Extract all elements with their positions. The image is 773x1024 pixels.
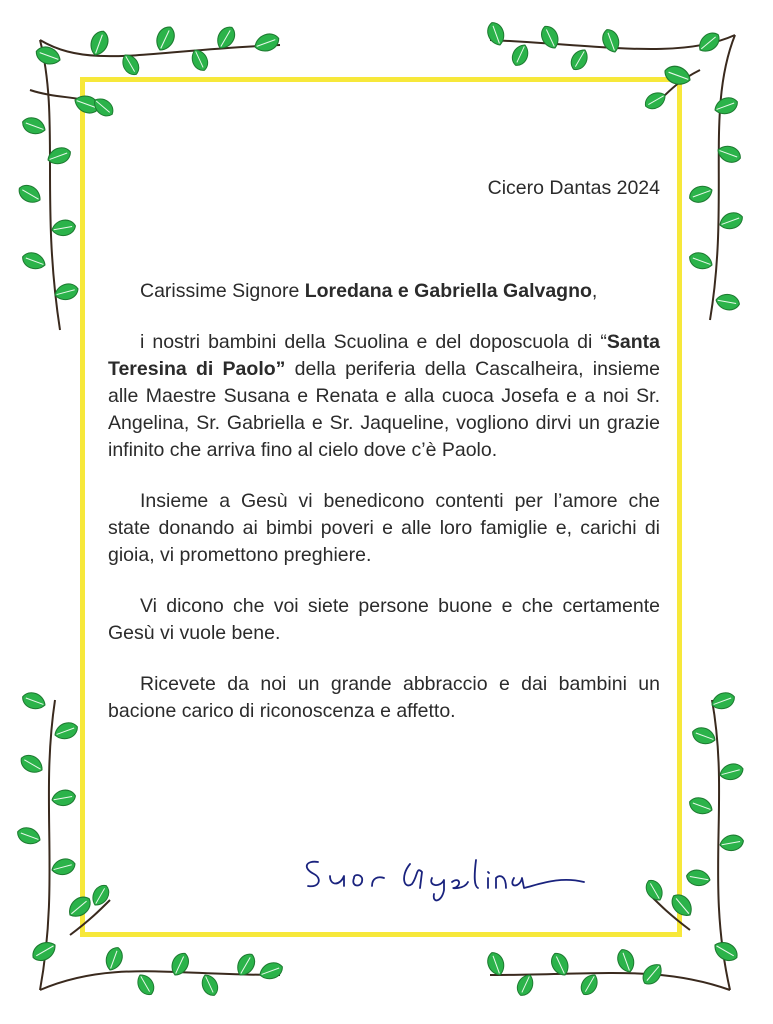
paragraph-3: Vi dicono che voi siete persone buone e che certamente Gesù vi vuole bene. (108, 595, 660, 644)
letter-salutation: Carissime Signore Loredana e Gabriella Galvagno, (140, 280, 598, 302)
paragraph-2: Insieme a Gesù vi benedicono contenti per l’amore che state donando ai bimbi poveri e alle loro famiglie e, carichi di gioia, vi promettono preghiere. (108, 490, 660, 566)
paragraph-4: Ricevete da noi un grande abbraccio e dai bambini un bacione carico di riconoscenza e affetto. (108, 673, 660, 722)
letter-body (108, 175, 660, 725)
letter-date: Cicero Dantas 2024 (487, 177, 660, 199)
vine-bottom-right (490, 700, 730, 990)
leaves-bottom-left (15, 690, 285, 999)
handwritten-signature (300, 846, 600, 906)
vine-bottom-left (40, 700, 280, 990)
paragraph-1: i nostri bambini della Scuolina e del doposcuola di “Santa Teresina di Paolo” della periferia della Cascalheira, insieme alle Maestre Susana e Renata e alla cuoca Josefa e a noi Sr. Angelina, Sr. Gabriella e Sr. Jaqueline, vogliono dirvi un grazie infinito che arriva fino al cielo dove c’è Paolo. (108, 331, 660, 461)
leaves-bottom-right (485, 690, 745, 999)
school-name: Santa Teresina di Paolo” (108, 331, 660, 380)
recipient-names: Loredana e Gabriella Galvagno (304, 280, 592, 302)
